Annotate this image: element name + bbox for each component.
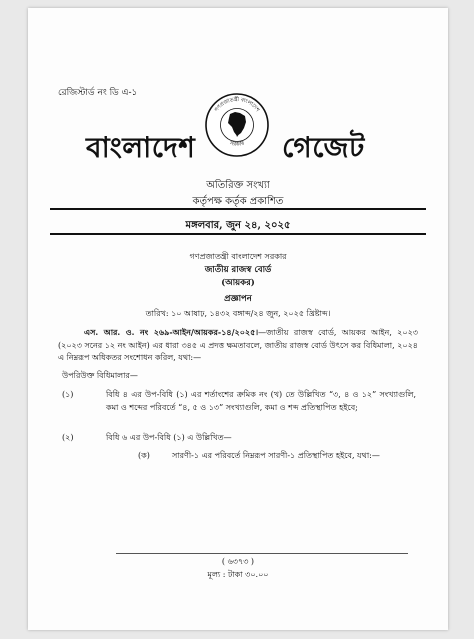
seal-bottom-text: সরকার <box>228 140 246 148</box>
item-1-number: (১) <box>62 390 74 399</box>
notification-dateline: তারিখ: ১০ আষাঢ়, ১৪৩২ বঙ্গাব্দ/২৪ জুন, ২০২৫ খ্রিষ্টাব্দ। <box>145 309 331 318</box>
masthead-bangladesh: বাংলাদেশ <box>86 131 196 164</box>
item-1-text: বিধি ৪ এর উপ-বিধি (১) এর শর্তাংশের ক্রমিক নং (খ) তে উল্লিখিত “৩, ৪ ও ১২” সংখ্যাগুলি, কমা ও শব্দের পরিবর্তে “৪, ৫ ও ১৩” সংখ্যাগুলি, কমা ও শব্দ প্রতিস্থাপিত হইবে; <box>106 390 416 412</box>
price-label: মূল্য : টাকা ৩০.০০ <box>207 570 269 579</box>
subitem-number: (ক) <box>138 451 150 460</box>
notification-heading: প্রজ্ঞাপন <box>224 294 252 304</box>
item-2-number: (২) <box>62 433 74 442</box>
paragraph-text: —জাতীয় রাজস্ব বোর্ড, আয়কর আইন, ২০২৩ (২০২৩ সনের ১২ নং আইন) এর ধারা ৩৪৫ এ প্রদত্ত ক্ষমতাবলে, জাতীয় রাজস্ব বোর্ড উৎসে কর বিধিমালা, ২০২৪ এ নিম্নরূপ অধিকতর সংশোধন করিল, যথা:— <box>58 328 418 362</box>
main-paragraph <box>58 326 418 365</box>
registration-number: রেজিস্টার্ড নং ডি এ-১ <box>58 88 138 98</box>
masthead-gazette: গেজেট <box>282 131 365 164</box>
board-name: জাতীয় রাজস্ব বোর্ড <box>204 265 272 275</box>
item-2-text: বিধি ৬ এর উপ-বিধি (১) এ উল্লিখিত— <box>106 433 232 442</box>
date-rule <box>50 233 426 235</box>
rules-intro: উপরিউক্ত বিধিমালার— <box>62 371 138 380</box>
gazette-page <box>28 8 448 630</box>
footer-rule <box>116 553 408 554</box>
issue-date: মঙ্গলবার, জুন ২৪, ২০২৫ <box>185 220 291 231</box>
publisher-label: কর্তৃপক্ষ কর্তৃক প্রকাশিত <box>192 196 284 207</box>
seal-top-text: গণপ্রজাতন্ত্রী বাংলাদেশ <box>213 96 261 113</box>
government-name: গণপ্রজাতন্ত্রী বাংলাদেশ সরকার <box>189 252 287 261</box>
department-name: (আয়কর) <box>221 278 255 288</box>
edition-label: অতিরিক্ত সংখ্যা <box>206 180 270 191</box>
sro-number: এস. আর. ও. নং ২৬৯-আইন/আয়কর-১৪/২০২৫। <box>84 327 259 337</box>
top-rule <box>50 208 426 210</box>
subitem-text: সারণী-১ এর পরিবর্তে নিম্নরূপ সারণী-১ প্রতিস্থাপিত হইবে, যথা:— <box>172 451 380 460</box>
government-seal-icon <box>204 92 270 158</box>
page-number: ( ৬৩৭৩ ) <box>221 557 255 566</box>
